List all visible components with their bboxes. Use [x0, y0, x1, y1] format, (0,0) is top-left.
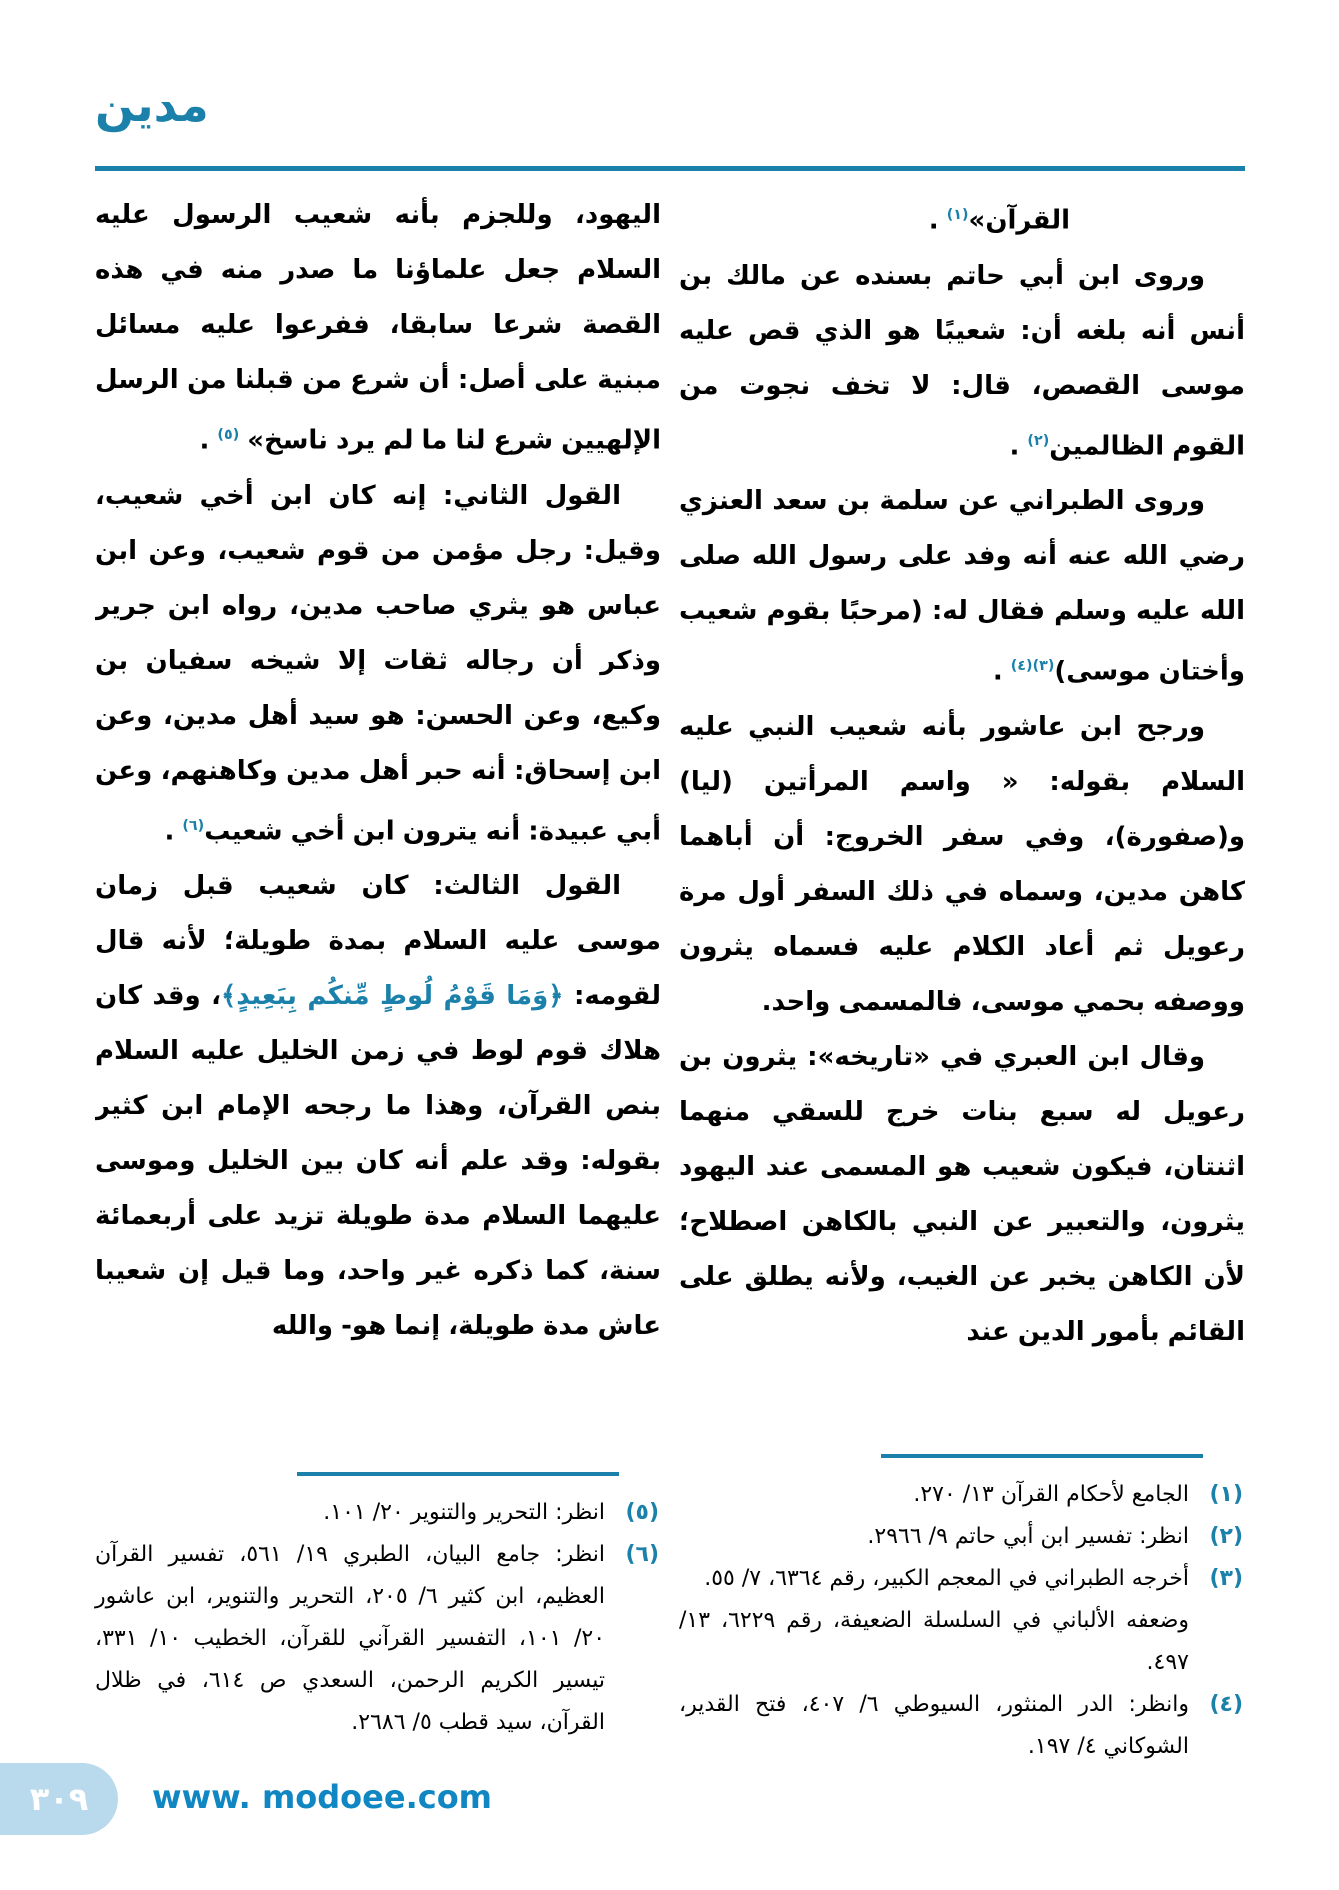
- text-run: .: [928, 205, 947, 236]
- footnote-number: (٦): [625, 1542, 659, 1567]
- footnote-text: انظر: تفسير ابن أبي حاتم ٩/ ٢٩٦٦.: [867, 1524, 1189, 1549]
- text-run: .: [1009, 431, 1028, 462]
- footnote-text: انظر: جامع البيان، الطبري ١٩/ ٥٦١، تفسير القرآن العظيم، ابن كثير ٦/ ٢٠٥، التحرير والتنوير، ابن عاشور ٢٠/ ١٠١، التفسير القرآني للقرآن، الخطيب ١٠/ ٣٣١، تيسير الكريم الرحمن، السعدي ص ٦١٤، في ظلال القرآن، سيد قطب ٥/ ٢٦٨٦.: [95, 1542, 606, 1735]
- footnote: [679, 1684, 1245, 1768]
- paragraph: [679, 188, 1070, 249]
- paragraph: [679, 700, 1245, 1030]
- footnote: [95, 1534, 661, 1744]
- footnote-number: (١): [1209, 1482, 1243, 1507]
- text-run: وروى ابن أبي حاتم بسنده عن مالك بن أنس أنه بلغه أن: شعيبًا هو الذي قص عليه موسى القصص، قال: لا تخف نجوت من القوم الظالمين: [679, 260, 1245, 462]
- footnote-ref-marker: (٤): [1010, 658, 1033, 675]
- footnote: [679, 1516, 1245, 1558]
- footnote-ref-marker: (٥): [217, 427, 240, 443]
- text-run: اليهود، وللجزم بأنه شعيب الرسول عليه السلام جعل علماؤنا ما صدر منه في هذه القصة شرعا سابقا، ففرعوا عليه مسائل مبنية على أصل: أن شرع من قبلنا من الرسل الإلهيين شرع لنا ما لم يرد ناسخ»: [95, 200, 661, 456]
- text-run: ، وقد كان هلاك قوم لوط في زمن الخليل عليه السلام بنص القرآن، وهذا ما رجحه الإمام ابن كثير بقوله: وقد علم أنه كان بين الخليل وموسى عليهما السلام مدة طويلة تزيد على أربعمائة سنة، كما ذكره غير واحد، وما قيل إن شعيبا عاش مدة طويلة، إنما هو- والله: [95, 981, 661, 1342]
- left-column: [95, 188, 661, 1744]
- paragraph: [95, 469, 661, 860]
- page-number: ٣٠٩: [29, 1780, 89, 1818]
- footnote-number: (٢): [1209, 1524, 1243, 1549]
- footnote-number: (٤): [1209, 1692, 1243, 1717]
- footnote-separator: [881, 1454, 1203, 1458]
- page-number-badge: [0, 1763, 118, 1835]
- footnote-number: (٥): [625, 1500, 659, 1525]
- right-column-body: [679, 188, 1245, 1438]
- paragraph: [679, 474, 1245, 700]
- footnote-ref-marker: (٦): [182, 817, 205, 834]
- footnote-text: انظر: التحرير والتنوير ٢٠/ ١٠١.: [323, 1500, 605, 1525]
- paragraph: [679, 249, 1245, 475]
- text-run: .: [992, 656, 1011, 687]
- text-run: .: [164, 816, 183, 847]
- footnote-text: الجامع لأحكام القرآن ١٣/ ٢٧٠.: [913, 1482, 1189, 1507]
- text-run: ورجح ابن عاشور بأنه شعيب النبي عليه السلام بقوله: « واسم المرأتين (ليا) و(صفورة)، وفي سفر الخروج: أن أباهما كاهن مدين، وسماه في ذلك السفر أول مرة رعويل ثم أعاد الكلام عليه فسماه يثرون ووصفه بحمي موسى، فالمسمى واحد.: [679, 711, 1245, 1017]
- paragraph: [679, 1030, 1245, 1360]
- footnote-text: أخرجه الطبراني في المعجم الكبير، رقم ٦٣٦٤، ٧/ ٥٥.: [704, 1566, 1189, 1591]
- footnote-ref-marker: (١): [946, 207, 969, 223]
- footnote-separator: [297, 1472, 619, 1476]
- text-run: القرآن»: [968, 205, 1070, 236]
- footnote-text: وانظر: الدر المنثور، السيوطي ٦/ ٤٠٧، فتح القدير، الشوكاني ٤/ ١٩٧.: [679, 1692, 1189, 1759]
- footnote-ref-marker: (٣): [1032, 658, 1055, 675]
- text-run: وقال ابن العبري في «تاريخه»: يثرون بن رعويل له سبع بنات خرج للسقي منهما اثنتان، فيكون شعيب هو المسمى عند اليهود يثرون، والتعبير عن النبي بالكاهن اصطلاح؛ لأن الكاهن يخبر عن الغيب، ولأنه يطلق على القائم بأمور الدين عند: [679, 1041, 1245, 1347]
- right-column: [679, 188, 1245, 1768]
- footnote: [679, 1558, 1245, 1684]
- text-run: .: [199, 425, 218, 456]
- right-column-footnotes: [679, 1474, 1245, 1768]
- footnote-number: (٣): [1209, 1566, 1243, 1591]
- left-column-body: [95, 188, 661, 1456]
- page-title: مدين: [95, 78, 209, 132]
- quran-verse: ﴿وَمَا قَوْمُ لُوطٍ مِّنكُم بِبَعِيدٍ﴾: [221, 981, 564, 1012]
- text-run: القول الثالث: كان شعيب قبل زمان موسى عليه السلام بمدة طويلة؛ لأنه قال لقومه:: [95, 871, 661, 1012]
- footnote: [679, 1474, 1245, 1516]
- left-column-footnotes: [95, 1492, 661, 1744]
- website-link[interactable]: www. modoee.com: [152, 1778, 493, 1816]
- paragraph: [95, 188, 661, 469]
- paragraph: [95, 859, 661, 1354]
- text-run: وروى الطبراني عن سلمة بن سعد العنزي رضي الله عنه أنه وفد على رسول الله صلى الله عليه وسلم فقال له: (مرحبًا بقوم شعيب وأختان موسى): [679, 486, 1245, 687]
- footnote-text: وضعفه الألباني في السلسلة الضعيفة، رقم ٦٢٢٩، ١٣/ ٤٩٧.: [679, 1608, 1190, 1675]
- footnote-ref-marker: (٢): [1027, 432, 1050, 449]
- header-rule: [95, 166, 1245, 171]
- text-run: القول الثاني: إنه كان ابن أخي شعيب، وقيل: رجل مؤمن من قوم شعيب، وعن ابن عباس هو يثري صاحب مدين، رواه ابن جرير وذكر أن رجاله ثقات إلا شيخه سفيان بن وكيع، وعن الحسن: هو سيد أهل مدين، وعن ابن إسحاق: أنه حبر أهل مدين وكاهنهم، وعن أبي عبيدة: أنه يترون ابن أخي شعيب: [95, 480, 661, 847]
- footnote: [95, 1492, 661, 1534]
